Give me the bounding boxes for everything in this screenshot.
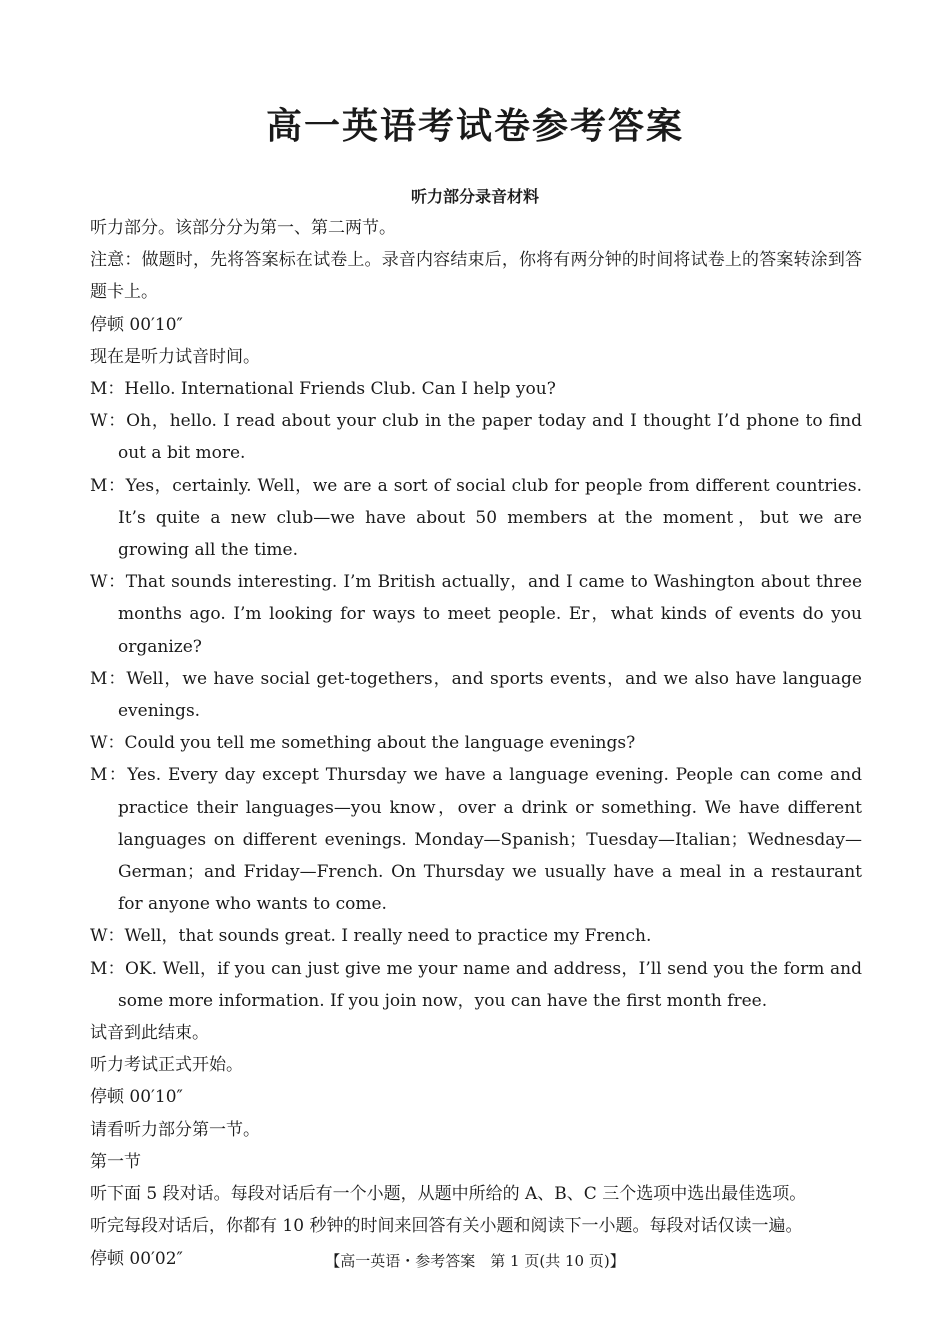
dialogue-line: M：Yes，certainly. Well，we are a sort of social club for people from different countries. It’s quite a new club—we have about 50 members at the moment，but we are growing all the time.: [90, 475, 862, 561]
intro-line: 听力部分。该部分分为第一、第二两节。: [90, 218, 396, 238]
section-one-instruction: 听下面 5 段对话。每段对话后有一个小题，从题中所给的 A、B、C 三个选项中选出最佳选项。: [90, 1184, 807, 1205]
page-footer: 【高一英语・参考答案 第 1 页(共 10 页)】: [325, 1252, 625, 1270]
exam-start-line: 听力考试正式开始。: [90, 1055, 243, 1076]
page-title: 高一英语考试卷参考答案: [265, 106, 684, 147]
dialogue-line: M：Yes. Every day except Thursday we have a language evening. People can come and practice their languages—you know，over a drink or something. We have different languages on different evenings. Monday—Spanish；Tuesday—Italian；Wednesday—German；and Friday—French. On Thursday we usually have a meal in a restaurant for anyone who wants to come.: [90, 765, 862, 915]
instruction-paragraph: 注意：做题时，先将答案标在试卷上。录音内容结束后，你将有两分钟的时间将试卷上的答案转涂到答题卡上。: [90, 250, 862, 303]
sound-check-line: 现在是听力试音时间。: [90, 346, 260, 367]
dialogue-line: W：Well，that sounds great. I really need to practice my French.: [90, 926, 652, 947]
pause-marker: 停顿 00′10″: [90, 1087, 183, 1108]
section-one-label: 第一节: [90, 1151, 141, 1172]
dialogue-line: M：OK. Well，if you can just give me your name and address，I’ll send you the form and some more information. If you join now，you can have the first month free.: [90, 958, 862, 1011]
pause-marker: 停顿 00′02″: [90, 1248, 183, 1269]
dialogue-line: M：Hello. International Friends Club. Can I help you?: [90, 379, 556, 400]
dialogue-line: M：Well，we have social get-togethers，and sports events，and we also have language evenings.: [90, 668, 862, 722]
document-body: [90, 212, 862, 1275]
pause-marker: 停顿 00′10″: [90, 314, 183, 335]
sound-check-end-line: 试音到此结束。: [90, 1023, 209, 1044]
dialogue-line: W：Oh，hello. I read about your club in the paper today and I thought I’d phone to find out a bit more.: [90, 411, 862, 464]
section-heading: 听力部分录音材料: [410, 187, 539, 206]
section-one-prompt: 请看听力部分第一节。: [90, 1119, 260, 1140]
section-one-instruction: 听完每段对话后，你都有 10 秒钟的时间来回答有关小题和阅读下一小题。每段对话仅读一遍。: [90, 1216, 803, 1237]
dialogue-line: W：That sounds interesting. I’m British actually，and I came to Washington about three months ago. I’m looking for ways to meet people. Er，what kinds of events do you organize?: [90, 572, 862, 657]
dialogue-line: W：Could you tell me something about the language evenings?: [90, 733, 636, 754]
